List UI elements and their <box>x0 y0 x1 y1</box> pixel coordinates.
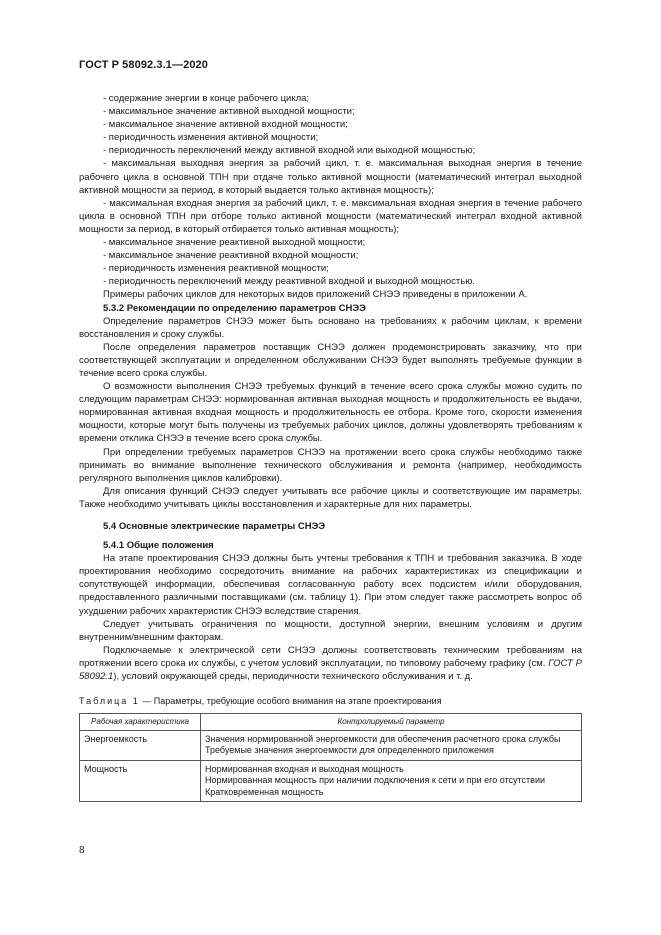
list-item: - периодичность изменения реактивной мощности; <box>103 263 329 275</box>
parameter-line: Значения нормированной энергоемкости для обеспечения расчетного срока службы <box>205 733 561 744</box>
table-caption-text: — Параметры, требующие особого внимания на этапе проектирования <box>139 696 442 707</box>
paragraph: Следует учитывать ограничения по мощности, доступной энергии, внешним условиям и другим внутренним/внешним факторам. <box>79 618 582 643</box>
document-header: ГОСТ Р 58092.3.1—2020 <box>79 59 208 71</box>
standard-reference: ГОСТ Р 58092.1 <box>79 657 582 683</box>
paragraph: О возможности выполнения СНЭЭ требуемых функций в течение всего срока службы можно судить по следующим параметрам СНЭЭ: нормированная активная выходная мощность и продолжительность ее выдачи, нормированная активная входная мощность и продолжительность ее отбора. Кроме того, скорости изменения мощности, которые могут быть получены из требуемых рабочих циклов, должны удовлетворять требованиям к времени отклика СНЭЭ в течение всего срока службы. <box>79 381 582 445</box>
table-header-row <box>80 714 582 731</box>
table-cell-characteristic: Мощность <box>80 760 201 802</box>
parameters-table <box>79 713 582 802</box>
list-item: - максимальная выходная энергия за рабочий цикл, т. е. максимальная выходная энергия в течение рабочего цикла в основной ТПН при отдаче только активной мощности (математический интеграл выходной активной мощности за период, в который выдается только активная мощность); <box>79 158 582 196</box>
table-cell-parameters <box>201 760 582 802</box>
table-caption <box>79 695 582 707</box>
section-heading-5-4: 5.4 Основные электрические параметры СНЭЭ <box>103 521 326 532</box>
list-item: - максимальное значение активной входной мощности; <box>103 119 348 131</box>
list-item: - содержание энергии в конце рабочего цикла; <box>103 93 310 104</box>
examples-paragraph: Примеры рабочих циклов для некоторых видов приложений СНЭЭ приведены в приложении А. <box>103 289 528 301</box>
list-item: - максимальная входная энергия за рабочий цикл, т. е. максимальная входная энергия в течение рабочего цикла в основной ТПН при отборе только активной мощности (математический интеграл входной активной мощности за период, в который отбирается только активная мощность); <box>79 197 582 235</box>
parameter-line: Нормированная мощность при наличии подключения к сети и при его отсутствии <box>205 775 546 786</box>
paragraph-text: ), условий окружающей среды, периодичности технического обслуживания и т. д. <box>113 671 473 683</box>
table-row <box>80 760 582 802</box>
paragraph: Определение параметров СНЭЭ может быть основано на требованиях к рабочим циклам, к времени восстановления и сроку службы. <box>79 315 582 340</box>
table-row <box>80 730 582 760</box>
parameter-line: Требуемые значения энергоемкости для определенного приложения <box>205 745 494 756</box>
table-caption-label: Таблица 1 <box>79 696 140 707</box>
paragraph <box>79 644 582 683</box>
list-item: - периодичность переключений между активной входной или выходной мощностью; <box>103 145 476 157</box>
column-header-parameter: Контролируемый параметр <box>201 714 582 731</box>
list-item: - максимальное значение реактивной входной мощности; <box>103 250 359 262</box>
list-item: - максимальное значение реактивной выходной мощности; <box>103 237 366 249</box>
paragraph: Для описания функций СНЭЭ следует учитывать все рабочие циклы и соответствующие им параметры. Также необходимо учитывать циклы восстановления и характерные для них параметры. <box>79 485 582 510</box>
paragraph: После определения параметров поставщик СНЭЭ должен продемонстрировать заказчику, что при соответствующей эксплуатации и определенном обслуживании СНЭЭ будет выполнять требуемые функции в течение всего срока службы. <box>79 341 582 379</box>
section-heading-5-4-1: 5.4.1 Общие положения <box>103 540 214 552</box>
parameter-line: Кратковременная мощность <box>205 786 324 797</box>
parameter-line: Нормированная входная и выходная мощность <box>205 763 404 774</box>
paragraph: На этапе проектирования СНЭЭ должны быть учтены требования к ТПН и требования заказчика. В ходе проектирования необходимо сосредоточить внимание на рабочих характеристиках из спецификации и сопутствующей информации, обеспечивая согласованную работу всех подсистем и/или оборудования, предоставленного различными поставщиками (см. таблицу 1). При этом следует также рассмотреть вопрос об ухудшении рабочих характеристик СНЭЭ вследствие старения. <box>79 553 582 617</box>
parameter-list <box>79 92 582 288</box>
page-number: 8 <box>79 845 85 856</box>
paragraph: При определении требуемых параметров СНЭЭ на протяжении всего срока службы необходимо также принимать во внимание выполнение технического обслуживания и ремонта (например, необходимость регулярного выполнения циклов калибровки). <box>79 446 582 484</box>
list-item: - периодичность переключений между реактивной входной и выходной мощностью. <box>103 276 475 288</box>
table-cell-parameters <box>201 730 582 760</box>
column-header-characteristic: Рабочая характеристика <box>80 714 201 731</box>
section-heading-5-3-2: 5.3.2 Рекомендации по определению параметров СНЭЭ <box>103 302 366 314</box>
paragraph-text: Подключаемые к электрической сети СНЭЭ должны соответствовать техническим требованиям на протяжении всего срока их службы, с учетом условий эксплуатации, по типовому рабочему графику (см. <box>79 644 582 669</box>
table-cell-characteristic: Энергоемкость <box>80 730 201 760</box>
list-item: - максимальное значение активной выходной мощности; <box>103 106 355 118</box>
page-content <box>79 92 582 802</box>
list-item: - периодичность изменения активной мощности; <box>103 132 319 144</box>
